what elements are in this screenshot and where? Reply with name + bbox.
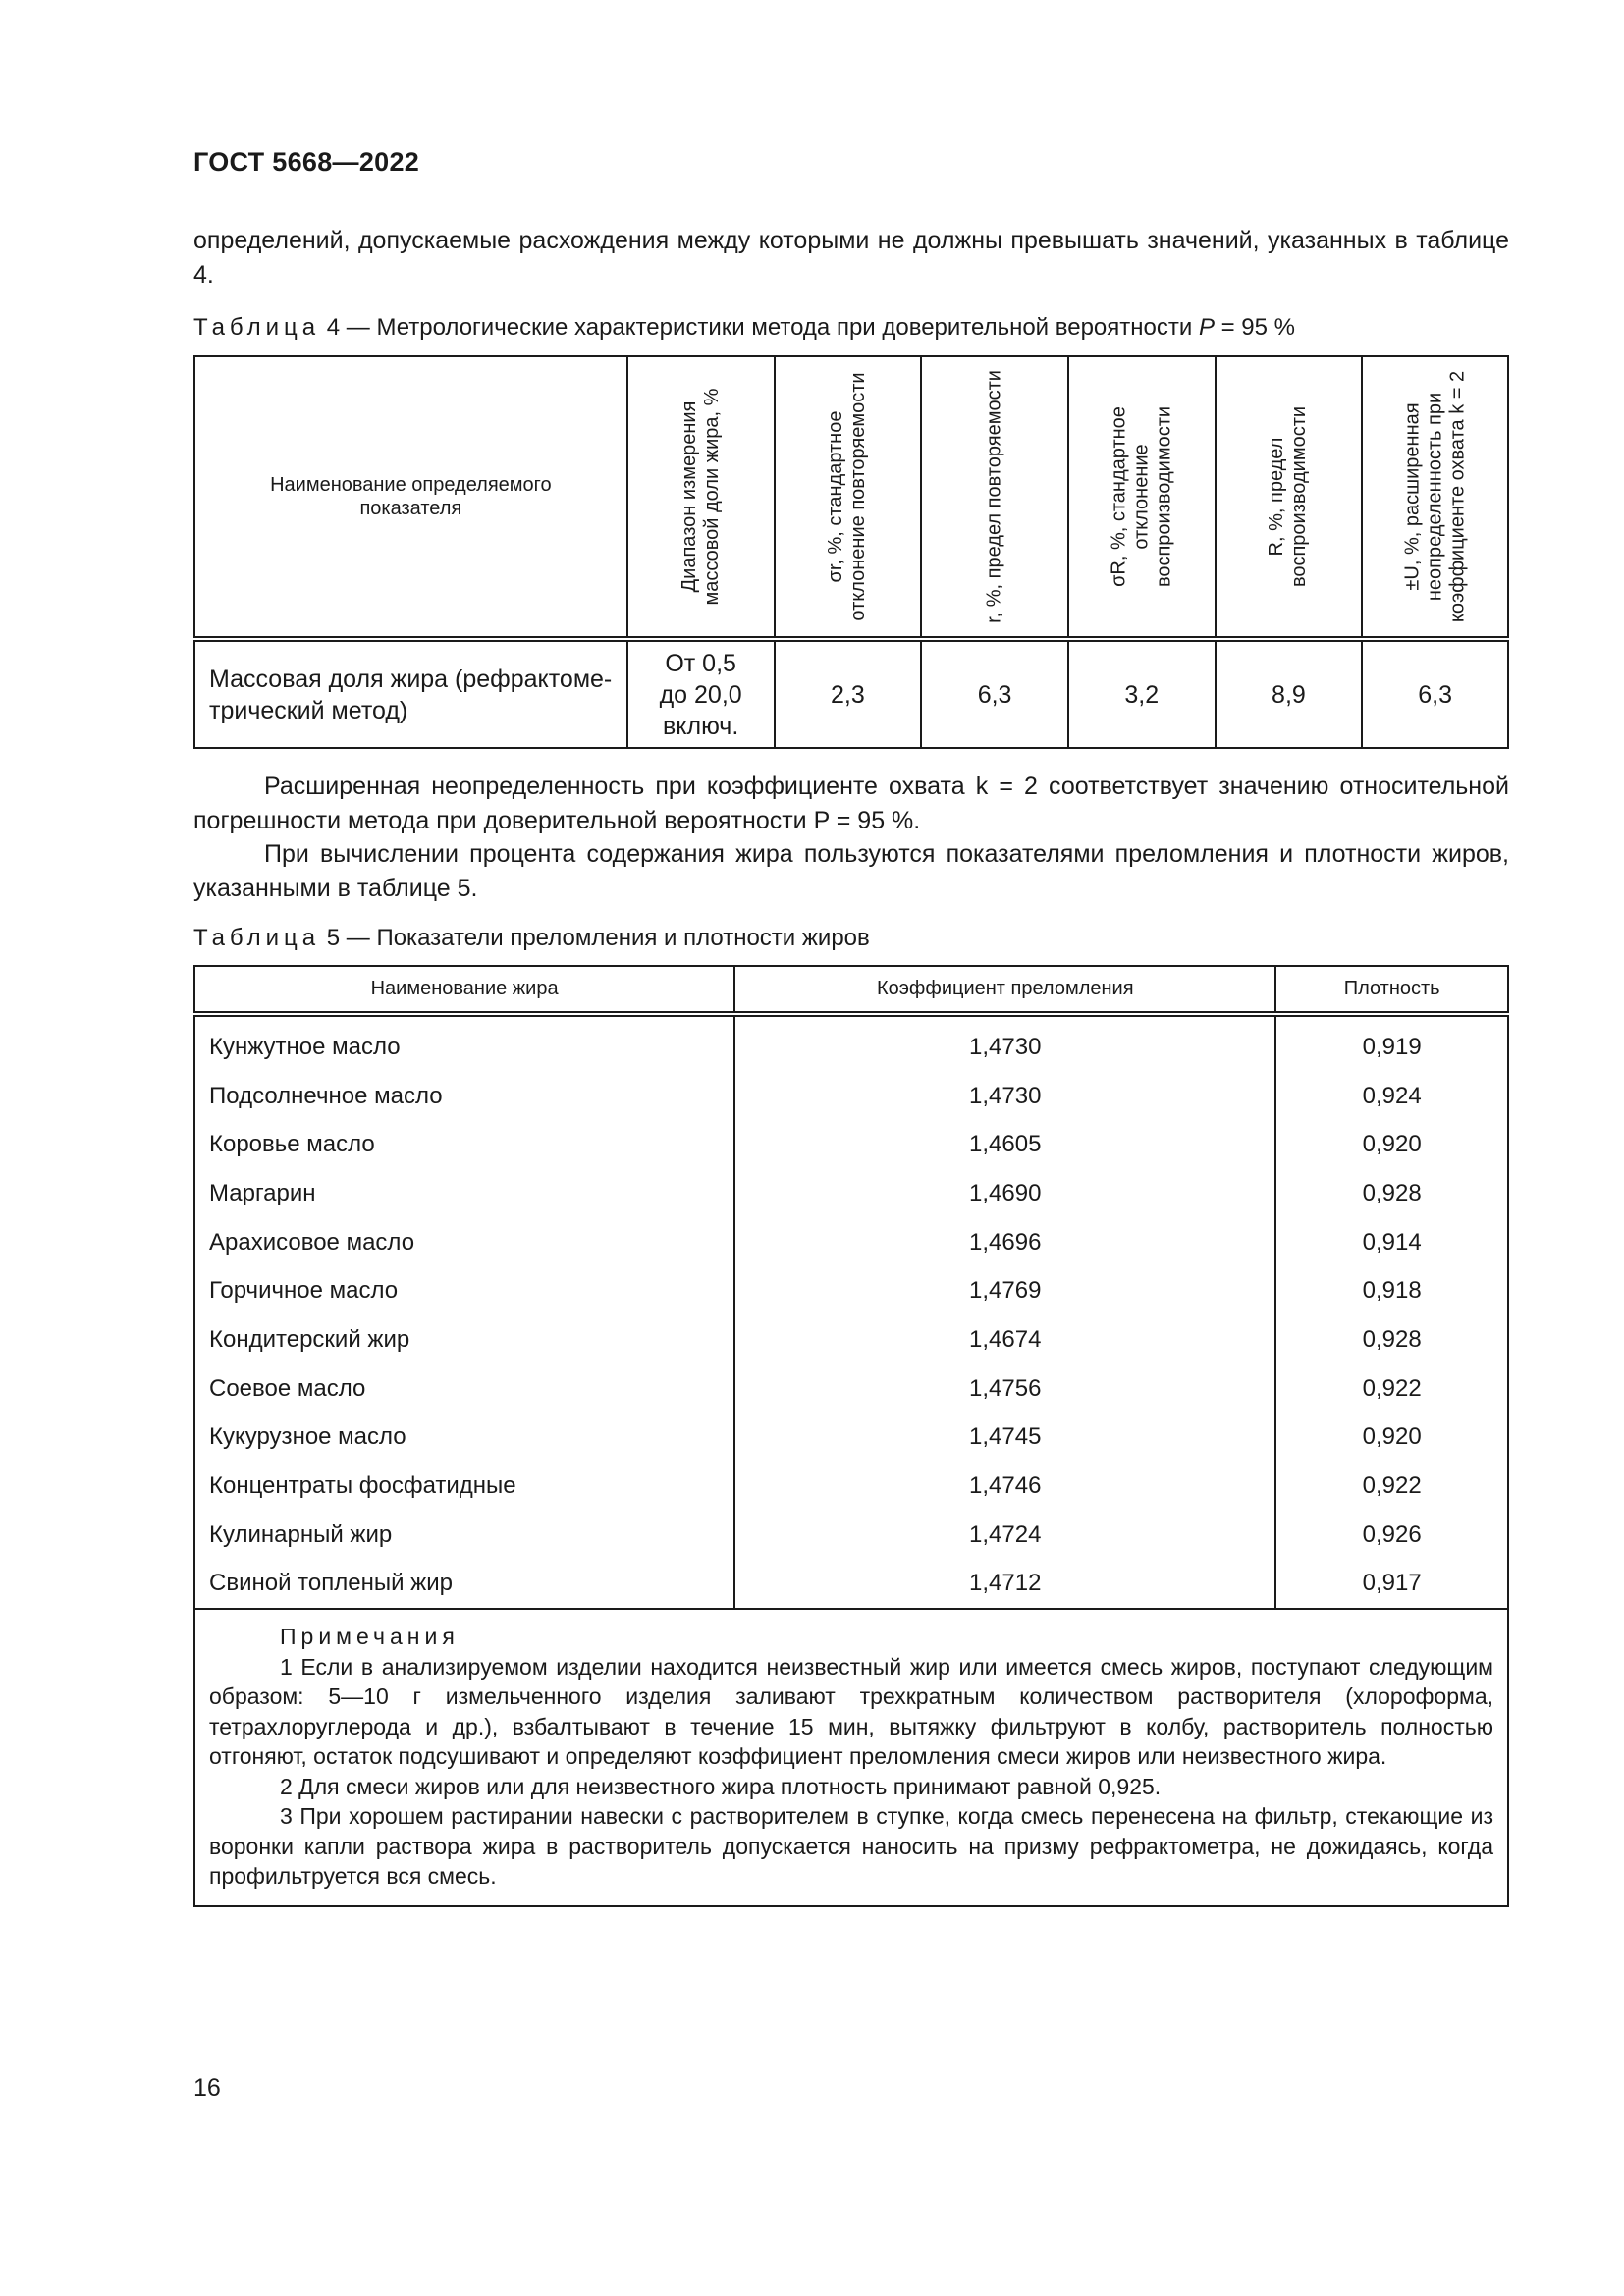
t4-header-U: ±U, %, расширенная неопределенность при коэффициенте охвата k = 2 [1362,356,1508,639]
table-row [194,1266,1508,1315]
t5-cell-density: 0,919 [1275,1014,1508,1072]
table5-caption [193,924,870,953]
uncertainty-paragraph: Расширенная неопределенность при коэффициенте охвата k = 2 соответствует значению относительной погрешности метода при доверительной вероятности P = 95 %. [193,773,1509,834]
t5-body [194,1014,1508,1609]
note-3: 3 При хорошем растирании навески с растворителем в ступке, когда смесь перенесена на фильтр, стекающие из воронки капли раствора жира в растворитель допускается наносить на призму рефрактометра, не дожидаясь, когда профильтруется вся смесь. [209,1803,1493,1890]
table-row [194,1560,1508,1610]
t4-header-sigma-R: σR, %, стандартное отклонение воспроизводимости [1068,356,1216,639]
t5-cell-refraction: 1,4769 [734,1266,1275,1315]
t4-header-range: Диапазон измерения массовой доли жира, % [627,356,775,639]
t4-cell-R: 8,9 [1216,639,1363,748]
table4-caption [193,313,1295,343]
t5-cell-refraction: 1,4746 [734,1462,1275,1511]
table-row [194,1014,1508,1072]
t5-cell-name: Горчичное масло [194,1266,734,1315]
table-row [194,1462,1508,1511]
t4-cell-U: 6,3 [1362,639,1508,748]
table4-caption-text: 4 — Метрологические характеристики метода при доверительной вероятности [320,314,1199,341]
t5-cell-refraction: 1,4690 [734,1169,1275,1218]
refraction-density-table [193,965,1509,1907]
t5-cell-refraction: 1,4745 [734,1414,1275,1463]
table-row [194,1120,1508,1169]
table4-caption-label: Таблица [193,314,321,341]
table-row [194,1218,1508,1267]
t4-header-r: r, %, предел повторяемости [921,356,1068,639]
table-row [194,1169,1508,1218]
notes-title: Примечания [280,1624,460,1650]
t4-header-indicator: Наименование определяемого показателя [194,356,627,639]
table4-caption-tail: = 95 % [1214,314,1296,341]
t5-cell-name: Концентраты фосфатидные [194,1462,734,1511]
t5-cell-density: 0,922 [1275,1364,1508,1414]
t5-cell-refraction: 1,4724 [734,1511,1275,1560]
t5-cell-name: Маргарин [194,1169,734,1218]
table4-caption-p: P [1198,314,1215,341]
t5-cell-density: 0,928 [1275,1315,1508,1364]
t5-cell-name: Кулинарный жир [194,1511,734,1560]
note-1: 1 Если в анализируемом изделии находится неизвестный жир или имеется смесь жиров, поступают следующим образом: 5—10 г измельченного изделия заливают трехкратным количеством растворителя (хлороформа, тетрахлоруглерода и др.), взбалтывают в течение 15 мин, вытяжку фильтруют в колбу, растворитель полностью отгоняют, остаток подсушивают и определяют коэффициент преломления смеси жиров или неизвестного жира. [209,1653,1493,1770]
t5-cell-refraction: 1,4696 [734,1218,1275,1267]
t5-cell-name: Свиной топленый жир [194,1560,734,1610]
t5-cell-density: 0,917 [1275,1560,1508,1610]
table-row [194,1511,1508,1560]
t5-cell-refraction: 1,4674 [734,1315,1275,1364]
t5-cell-refraction: 1,4605 [734,1120,1275,1169]
t5-cell-name: Коровье масло [194,1120,734,1169]
table5-reference-paragraph: При вычислении процента содержания жира пользуются показателями преломления и плотности жиров, указанными в таблице 5. [193,840,1509,902]
table5-notes [194,1609,1508,1906]
table-row [194,1072,1508,1121]
t5-cell-refraction: 1,4756 [734,1364,1275,1414]
t5-cell-name: Кукурузное масло [194,1414,734,1463]
table-row [194,1315,1508,1364]
t5-cell-name: Арахисовое масло [194,1218,734,1267]
table5-caption-label: Таблица [193,925,321,951]
t4-cell-r: 6,3 [921,639,1068,748]
t5-cell-density: 0,926 [1275,1511,1508,1560]
t4-cell-sigma-r: 2,3 [775,639,922,748]
metrological-table [193,355,1509,749]
note-2: 2 Для смеси жиров или для неизвестного жира плотность принимают равной 0,925. [280,1773,1162,1799]
t5-cell-refraction: 1,4730 [734,1014,1275,1072]
t5-cell-refraction: 1,4712 [734,1560,1275,1610]
t5-cell-refraction: 1,4730 [734,1072,1275,1121]
document-code: ГОСТ 5668—2022 [193,147,420,177]
t5-cell-density: 0,922 [1275,1462,1508,1511]
t5-header-refraction: Коэффициент преломления [734,966,1275,1014]
t5-header-density: Плотность [1275,966,1508,1014]
t5-cell-density: 0,920 [1275,1414,1508,1463]
t5-cell-density: 0,918 [1275,1266,1508,1315]
t5-cell-name: Кунжутное масло [194,1014,734,1072]
intro-paragraph: определений, допускаемые расхождения между которыми не должны превышать значений, указанных в таблице 4. [193,227,1509,289]
table-row [194,1414,1508,1463]
t5-cell-name: Подсолнечное масло [194,1072,734,1121]
table-row [194,639,1508,748]
t4-cell-name: Массовая доля жира (рефрактоме-трический метод) [194,639,627,748]
table5-caption-text: 5 — Показатели преломления и плотности жиров [320,925,870,951]
t5-header-name: Наименование жира [194,966,734,1014]
t4-cell-range: От 0,5 до 20,0 включ. [627,639,775,748]
t5-cell-density: 0,928 [1275,1169,1508,1218]
t5-cell-density: 0,924 [1275,1072,1508,1121]
t5-cell-name: Кондитерский жир [194,1315,734,1364]
t4-cell-sigma-R: 3,2 [1068,639,1216,748]
t4-header-R: R, %, предел воспроизводимости [1216,356,1363,639]
t5-cell-density: 0,920 [1275,1120,1508,1169]
table-row [194,1364,1508,1414]
t4-header-sigma-r: σr, %, стандартное отклонение повторяемости [775,356,922,639]
t5-cell-density: 0,914 [1275,1218,1508,1267]
page-number: 16 [193,2074,221,2102]
t5-cell-name: Соевое масло [194,1364,734,1414]
